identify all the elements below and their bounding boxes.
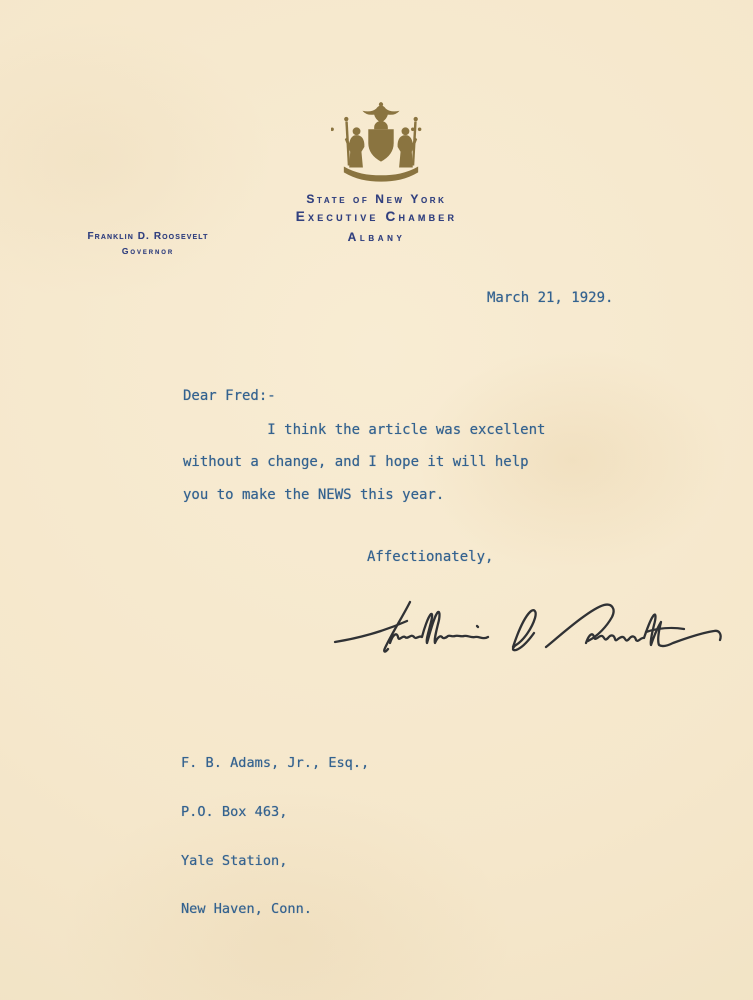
recipient-address [181,723,369,950]
letterhead-official-block [67,231,229,256]
address-line: P.O. Box 463, [181,804,288,821]
body-line: without a change, and I hope it will help [183,454,529,470]
signature [328,585,724,669]
closing: Affectionately, [367,549,494,565]
ny-coat-of-arms-icon [331,99,431,187]
salutation: Dear Fred:- [183,388,276,404]
address-line: Yale Station, [181,852,288,869]
official-title: Governor [121,246,175,256]
letter-date: March 21, 1929. [487,290,614,306]
official-name: Franklin D. Roosevelt [87,231,209,242]
address-line: New Haven, Conn. [181,901,312,918]
letterhead-state-of-new-york: State of New York [306,192,447,206]
address-line: F. B. Adams, Jr., Esq., [181,755,370,772]
letterhead-executive-chamber: Executive Chamber [295,209,458,224]
body-line: you to make the NEWS this year. [183,487,445,503]
body-line: I think the article was excellent [183,422,546,438]
letterhead-albany: Albany [347,230,406,244]
